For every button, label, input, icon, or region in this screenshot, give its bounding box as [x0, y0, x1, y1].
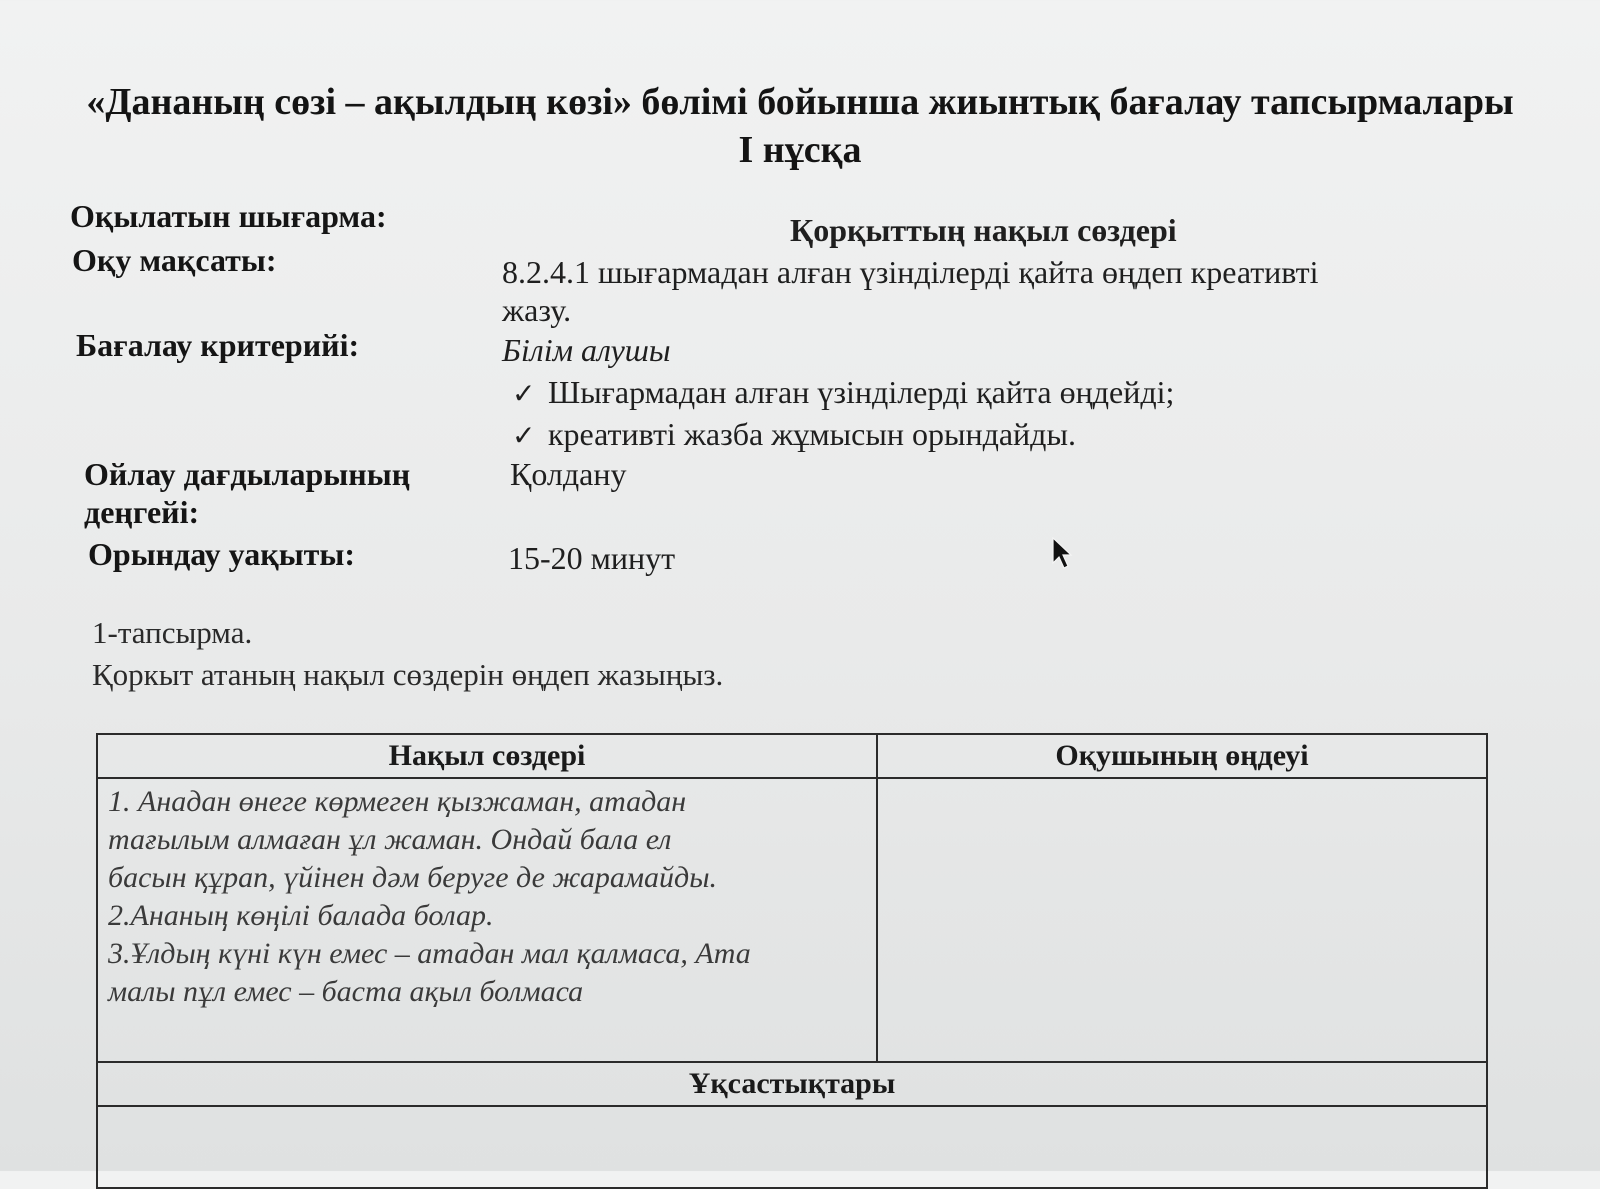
task-instruction: Қоркыт атаның нақыл сөздерін өңдеп жазыңыз. — [92, 657, 724, 692]
criteria-item-2 — [512, 414, 1076, 457]
criteria-label: Бағалау критерийі: — [76, 327, 360, 363]
thinking-label-line-2: деңгейі: — [84, 494, 200, 530]
similarities-cell[interactable] — [97, 1106, 1487, 1188]
title-line-1: «Дананың сөзі – ақылдың көзі» бөлімі бойынша жиынтық бағалау тапсырмалары — [86, 81, 1514, 123]
proverb-line: 2.Ананың көңілі балада болар. — [108, 899, 494, 932]
table-header-row — [97, 734, 1487, 778]
proverbs-cell — [97, 778, 877, 1062]
proverb-line: малы пұл емес – баста ақыл болмаса — [108, 975, 584, 1008]
header-similarities: Ұқсастықтары — [97, 1062, 1487, 1106]
similarities-header-row — [97, 1062, 1487, 1106]
proverbs-table — [96, 733, 1488, 1189]
task-number: 1-тапсырма. — [92, 615, 253, 650]
work-label: Оқылатын шығарма: — [70, 198, 387, 234]
student-edit-cell[interactable] — [877, 778, 1487, 1062]
goal-value-line-2: жазу. — [502, 292, 572, 328]
proverb-line: 3.Ұлдың күні күн емес – атадан мал қалмаса, Ата — [108, 937, 751, 970]
thinking-label-line-1: Ойлау дағдыларының — [84, 456, 411, 492]
checkmark-icon: ✓ — [512, 421, 536, 452]
title-line-2: I нұсқа — [738, 129, 862, 171]
criteria-item-text: Шығармадан алған үзінділерді қайта өңдейді; — [548, 374, 1175, 410]
time-value: 15-20 минут — [508, 540, 676, 576]
table-row — [97, 778, 1487, 1062]
header-proverbs: Нақыл сөздері — [97, 734, 877, 778]
criteria-intro: Білім алушы — [502, 332, 671, 368]
checkmark-icon: ✓ — [512, 379, 536, 410]
goal-value-line-1: 8.2.4.1 шығармадан алған үзінділерді қайта өңдеп креативті — [502, 254, 1319, 290]
similarities-row — [97, 1106, 1487, 1188]
proverb-line: тағылым алмаған ұл жаман. Ондай бала ел — [108, 823, 672, 856]
proverb-line: 1. Анадан өнеге көрмеген қызжаман, атадан — [108, 785, 687, 818]
criteria-item-text: креативті жазба жұмысын орындайды. — [548, 416, 1076, 452]
time-label: Орындау уақыты: — [88, 536, 356, 572]
mouse-pointer-icon — [1052, 537, 1076, 576]
goal-label: Оқу мақсаты: — [72, 242, 277, 278]
thinking-value: Қолдану — [510, 456, 627, 492]
header-student-edit: Оқушының өңдеуі — [877, 734, 1487, 778]
document-title — [0, 78, 1600, 174]
criteria-item-1 — [512, 372, 1174, 415]
work-value: Қорқыттың нақыл сөздері — [790, 212, 1177, 248]
proverb-line: басын құрап, үйінен дәм беруге де жарамайды. — [108, 861, 718, 894]
